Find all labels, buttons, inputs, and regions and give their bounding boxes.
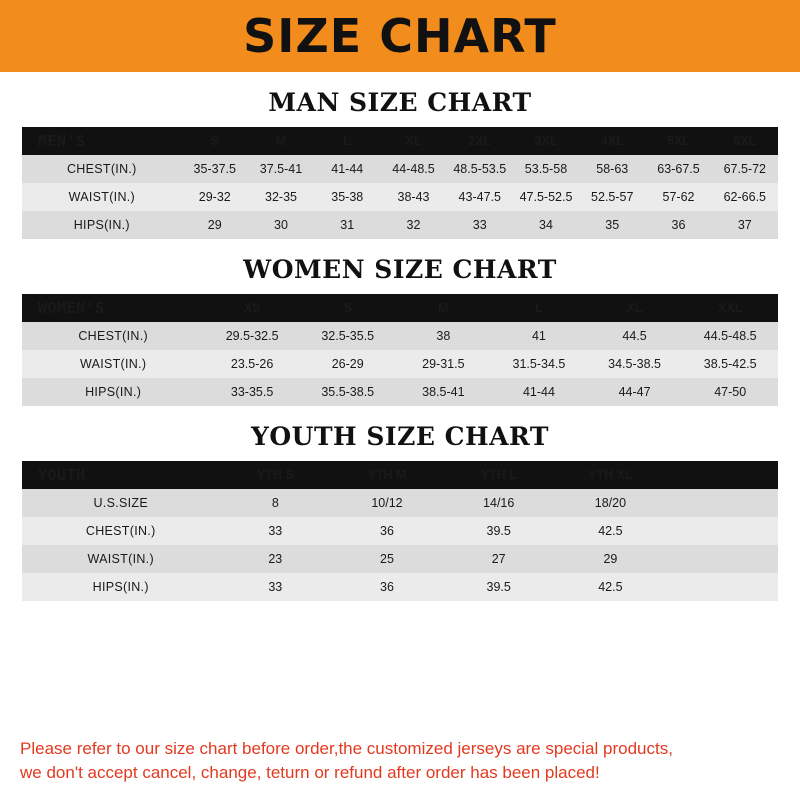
women-row-label-0: CHEST(IN.) bbox=[78, 329, 148, 343]
women-section-title: WOMEN SIZE CHART bbox=[243, 255, 557, 284]
youth-cell-1-0: 33 bbox=[268, 524, 283, 538]
footer-line-2: we don't accept cancel, change, teturn or refund after order has been placed! bbox=[20, 763, 600, 783]
youth-cell-0-2: 14/16 bbox=[483, 496, 515, 510]
men-cell-0-3: 44-48.5 bbox=[392, 162, 435, 176]
men-cell-2-5: 34 bbox=[539, 218, 553, 232]
women-cell-0-2: 38 bbox=[436, 329, 451, 343]
table-row bbox=[22, 350, 778, 378]
youth-cell-1-spacer bbox=[666, 517, 778, 545]
youth-cell-2-1: 25 bbox=[380, 552, 394, 566]
men-cell-0-4: 48.5-53.5 bbox=[453, 162, 507, 176]
youth-cell-2-2: 27 bbox=[491, 552, 506, 566]
youth-section-title: YOUTH SIZE CHART bbox=[251, 422, 549, 451]
youth-row-label-2: WAIST(IN.) bbox=[87, 552, 154, 566]
women-cell-1-5: 38.5-42.5 bbox=[703, 357, 757, 371]
men-cell-1-7: 57-62 bbox=[662, 190, 695, 204]
men-col-2: L bbox=[343, 134, 352, 148]
youth-col-spacer bbox=[666, 461, 778, 489]
women-size-table bbox=[22, 294, 778, 406]
youth-header-label: YOUTH bbox=[38, 466, 86, 484]
youth-cell-3-3: 42.5 bbox=[598, 580, 623, 594]
men-cell-2-1: 30 bbox=[274, 218, 288, 232]
youth-cell-3-spacer bbox=[666, 573, 778, 601]
women-header-label: WOMEN'S bbox=[38, 299, 105, 317]
men-cell-2-7: 36 bbox=[671, 218, 686, 232]
table-header-row bbox=[22, 294, 778, 322]
men-cell-1-3: 38-43 bbox=[397, 190, 430, 204]
men-cell-0-2: 41-44 bbox=[331, 162, 364, 176]
charts-content bbox=[0, 72, 800, 601]
women-col-5: XXL bbox=[718, 301, 743, 315]
women-cell-2-2: 38.5-41 bbox=[422, 385, 465, 399]
table-row bbox=[22, 378, 778, 406]
table-row bbox=[22, 211, 778, 239]
women-cell-2-5: 47-50 bbox=[714, 385, 747, 399]
youth-cell-0-1: 10/12 bbox=[371, 496, 403, 510]
men-cell-0-5: 53.5-58 bbox=[524, 162, 568, 176]
women-cell-1-2: 29-31.5 bbox=[422, 357, 465, 371]
men-cell-1-5: 47.5-52.5 bbox=[519, 190, 573, 204]
table-row bbox=[22, 517, 778, 545]
women-col-1: S bbox=[343, 301, 352, 315]
women-cell-2-0: 33-35.5 bbox=[230, 385, 274, 399]
men-col-7: 5XL bbox=[667, 134, 690, 148]
youth-col-0: YTH S bbox=[256, 468, 294, 482]
youth-row-label-0: U.S.SIZE bbox=[93, 496, 148, 510]
women-col-4: XL bbox=[626, 301, 643, 315]
table-row bbox=[22, 489, 778, 517]
youth-cell-3-2: 39.5 bbox=[486, 580, 511, 594]
youth-col-1: YTH M bbox=[367, 468, 407, 482]
men-col-8: 6XL bbox=[733, 134, 757, 148]
women-cell-2-3: 41-44 bbox=[522, 385, 555, 399]
youth-cell-2-3: 29 bbox=[603, 552, 618, 566]
women-cell-0-1: 32.5-35.5 bbox=[321, 329, 375, 343]
table-row bbox=[22, 155, 778, 183]
youth-cell-0-0: 8 bbox=[271, 496, 279, 510]
men-cell-2-3: 32 bbox=[406, 218, 421, 232]
women-cell-1-1: 26-29 bbox=[331, 357, 364, 371]
youth-size-table bbox=[22, 461, 778, 601]
youth-cell-1-2: 39.5 bbox=[486, 524, 511, 538]
men-cell-0-1: 37.5-41 bbox=[259, 162, 303, 176]
women-table-body bbox=[22, 322, 778, 406]
women-col-3: L bbox=[535, 301, 543, 315]
men-cell-1-0: 29-32 bbox=[198, 190, 231, 204]
women-cell-0-5: 44.5-48.5 bbox=[703, 329, 757, 343]
youth-cell-3-0: 33 bbox=[268, 580, 283, 594]
youth-table-head bbox=[22, 461, 778, 489]
men-cell-0-7: 63-67.5 bbox=[657, 162, 700, 176]
youth-col-2: YTH L bbox=[480, 468, 517, 482]
men-cell-2-0: 29 bbox=[207, 218, 222, 232]
men-cell-2-2: 31 bbox=[340, 218, 355, 232]
youth-col-3: YTH XL bbox=[588, 468, 633, 482]
women-table-head bbox=[22, 294, 778, 322]
table-header-row bbox=[22, 461, 778, 489]
men-col-5: 3XL bbox=[534, 134, 558, 148]
men-cell-2-8: 37 bbox=[737, 218, 752, 232]
footer-note bbox=[0, 727, 800, 800]
men-cell-0-8: 67.5-72 bbox=[723, 162, 767, 176]
women-row-label-1: WAIST(IN.) bbox=[79, 357, 147, 371]
men-cell-1-4: 43-47.5 bbox=[458, 190, 501, 204]
women-row-label-2: HIPS(IN.) bbox=[85, 385, 142, 399]
women-cell-2-1: 35.5-38.5 bbox=[321, 385, 375, 399]
men-cell-0-0: 35-37.5 bbox=[193, 162, 236, 176]
men-cell-2-4: 33 bbox=[472, 218, 487, 232]
youth-cell-1-1: 36 bbox=[380, 524, 394, 538]
youth-table-body bbox=[22, 489, 778, 601]
men-row-label-1: WAIST(IN.) bbox=[68, 190, 136, 204]
men-col-4: 2XL bbox=[468, 134, 492, 148]
women-cell-1-3: 31.5-34.5 bbox=[512, 357, 566, 371]
table-row bbox=[22, 322, 778, 350]
men-size-table bbox=[22, 127, 778, 239]
men-header-label: MEN'S bbox=[38, 132, 86, 150]
men-cell-1-8: 62-66.5 bbox=[723, 190, 767, 204]
youth-cell-0-spacer bbox=[666, 489, 778, 517]
youth-row-label-3: HIPS(IN.) bbox=[92, 580, 149, 594]
men-cell-1-6: 52.5-57 bbox=[591, 190, 634, 204]
women-cell-1-4: 34.5-38.5 bbox=[608, 357, 661, 371]
men-row-label-0: CHEST(IN.) bbox=[66, 162, 137, 176]
men-col-0: S bbox=[210, 134, 219, 148]
men-table-body bbox=[22, 155, 778, 239]
youth-cell-3-1: 36 bbox=[380, 580, 394, 594]
women-cell-0-4: 44.5 bbox=[622, 329, 647, 343]
youth-cell-2-spacer bbox=[666, 545, 778, 573]
header-banner bbox=[0, 0, 800, 72]
men-col-1: M bbox=[275, 134, 287, 148]
table-header-row bbox=[22, 127, 778, 155]
men-row-label-2: HIPS(IN.) bbox=[73, 218, 130, 232]
table-row bbox=[22, 545, 778, 573]
men-col-6: 4XL bbox=[600, 134, 624, 148]
men-col-3: XL bbox=[405, 134, 422, 148]
men-cell-0-6: 58-63 bbox=[596, 162, 629, 176]
youth-cell-2-0: 23 bbox=[268, 552, 283, 566]
women-col-0: XS bbox=[243, 301, 261, 315]
youth-cell-1-3: 42.5 bbox=[598, 524, 623, 538]
youth-cell-0-3: 18/20 bbox=[594, 496, 627, 510]
men-cell-2-6: 35 bbox=[605, 218, 620, 232]
table-row bbox=[22, 183, 778, 211]
women-cell-0-3: 41 bbox=[531, 329, 546, 343]
footer-line-1: Please refer to our size chart before order,the customized jerseys are special products, bbox=[20, 738, 673, 758]
men-cell-1-1: 32-35 bbox=[265, 190, 297, 204]
women-cell-1-0: 23.5-26 bbox=[230, 357, 274, 371]
women-cell-0-0: 29.5-32.5 bbox=[225, 329, 279, 343]
women-col-2: M bbox=[438, 301, 449, 315]
men-section-title: MAN SIZE CHART bbox=[268, 88, 532, 117]
women-cell-2-4: 44-47 bbox=[618, 385, 651, 399]
table-row bbox=[22, 573, 778, 601]
men-table-head bbox=[22, 127, 778, 155]
men-cell-1-2: 35-38 bbox=[331, 190, 364, 204]
youth-row-label-1: CHEST(IN.) bbox=[85, 524, 156, 538]
page-title: SIZE CHART bbox=[243, 9, 557, 63]
